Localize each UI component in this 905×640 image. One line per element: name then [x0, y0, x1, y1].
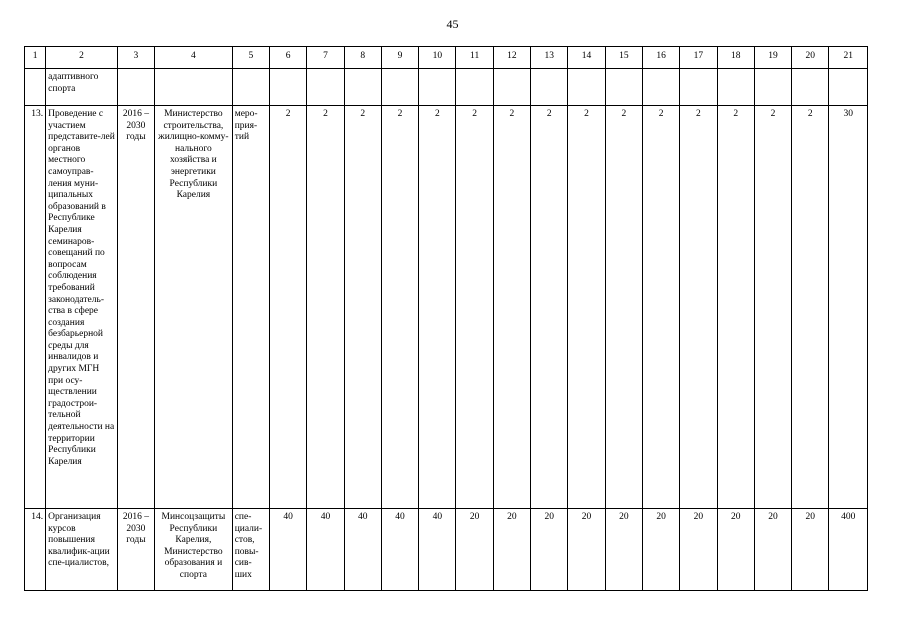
value-cell: 20	[456, 509, 493, 591]
row-number-cell: 13.	[25, 106, 46, 509]
unit-cell	[232, 69, 269, 106]
value-cell: 2	[680, 106, 717, 509]
column-number-row	[25, 47, 868, 69]
column-header: 21	[829, 47, 868, 69]
column-header: 3	[117, 47, 154, 69]
value-cell: 40	[381, 509, 418, 591]
value-cell: 2	[717, 106, 754, 509]
value-cell: 2	[307, 106, 344, 509]
period-cell: 2016 – 2030 годы	[117, 106, 154, 509]
value-cell: 2	[456, 106, 493, 509]
column-header: 11	[456, 47, 493, 69]
column-header: 10	[419, 47, 456, 69]
column-header: 14	[568, 47, 605, 69]
executor-cell: Министерство строительства, жилищно-комму-нального хозяйства и энергетики Республики Карелия	[155, 106, 233, 509]
table-row	[25, 509, 868, 591]
column-header: 1	[25, 47, 46, 69]
value-cell: 20	[680, 509, 717, 591]
column-header: 17	[680, 47, 717, 69]
value-cell: 2	[642, 106, 679, 509]
program-table	[24, 46, 868, 591]
column-header: 2	[46, 47, 118, 69]
value-cell	[754, 69, 791, 106]
value-cell: 20	[717, 509, 754, 591]
value-cell: 20	[531, 509, 568, 591]
column-header: 18	[717, 47, 754, 69]
value-cell	[829, 69, 868, 106]
value-cell: 30	[829, 106, 868, 509]
value-cell	[419, 69, 456, 106]
value-cell	[605, 69, 642, 106]
table-row	[25, 106, 868, 509]
period-cell: 2016 – 2030 годы	[117, 509, 154, 591]
value-cell	[307, 69, 344, 106]
event-name-cell: Проведение с участием представите-лей органов местного самоуправ-ления муни-ципальных образований в Республике Карелия семинаров-совещаний по вопросам соблюдения требований законодатель-ства в сфере создания безбарьерной среды для инвалидов и других МГН при осу-ществлении градострои-тельной деятельности на территории Республики Карелия	[46, 106, 118, 509]
value-cell	[456, 69, 493, 106]
column-header: 13	[531, 47, 568, 69]
column-header: 19	[754, 47, 791, 69]
value-cell: 20	[642, 509, 679, 591]
value-cell: 2	[754, 106, 791, 509]
value-cell: 400	[829, 509, 868, 591]
value-cell: 2	[344, 106, 381, 509]
value-cell: 2	[419, 106, 456, 509]
value-cell: 20	[792, 509, 829, 591]
row-number-cell: 14.	[25, 509, 46, 591]
value-cell	[792, 69, 829, 106]
value-cell	[270, 69, 307, 106]
value-cell: 20	[605, 509, 642, 591]
period-cell	[117, 69, 154, 106]
column-header: 8	[344, 47, 381, 69]
column-header: 20	[792, 47, 829, 69]
value-cell: 2	[493, 106, 530, 509]
value-cell: 20	[568, 509, 605, 591]
event-name-cell: адаптивного спорта	[46, 69, 118, 106]
value-cell	[531, 69, 568, 106]
row-number-cell	[25, 69, 46, 106]
value-cell: 20	[754, 509, 791, 591]
column-header: 6	[270, 47, 307, 69]
value-cell	[568, 69, 605, 106]
value-cell: 2	[270, 106, 307, 509]
column-header: 12	[493, 47, 530, 69]
executor-cell: Минсоцзащиты Республики Карелия, Министерство образования и спорта	[155, 509, 233, 591]
value-cell	[381, 69, 418, 106]
value-cell: 40	[344, 509, 381, 591]
value-cell: 40	[270, 509, 307, 591]
value-cell	[680, 69, 717, 106]
column-header: 4	[155, 47, 233, 69]
value-cell: 2	[531, 106, 568, 509]
value-cell	[493, 69, 530, 106]
column-header: 9	[381, 47, 418, 69]
value-cell	[344, 69, 381, 106]
value-cell: 40	[307, 509, 344, 591]
event-name-cell: Организация курсов повышения квалифик-ации спе-циалистов,	[46, 509, 118, 591]
value-cell	[717, 69, 754, 106]
column-header: 7	[307, 47, 344, 69]
column-header: 5	[232, 47, 269, 69]
value-cell: 40	[419, 509, 456, 591]
column-header: 16	[642, 47, 679, 69]
value-cell: 2	[792, 106, 829, 509]
value-cell: 2	[381, 106, 418, 509]
column-header: 15	[605, 47, 642, 69]
value-cell	[642, 69, 679, 106]
page-number: 45	[446, 17, 459, 31]
executor-cell	[155, 69, 233, 106]
unit-cell: спе-циали-стов, повы-сив-ших	[232, 509, 269, 591]
table-row	[25, 69, 868, 106]
value-cell: 2	[605, 106, 642, 509]
value-cell: 2	[568, 106, 605, 509]
value-cell: 20	[493, 509, 530, 591]
unit-cell: меро-прия-тий	[232, 106, 269, 509]
